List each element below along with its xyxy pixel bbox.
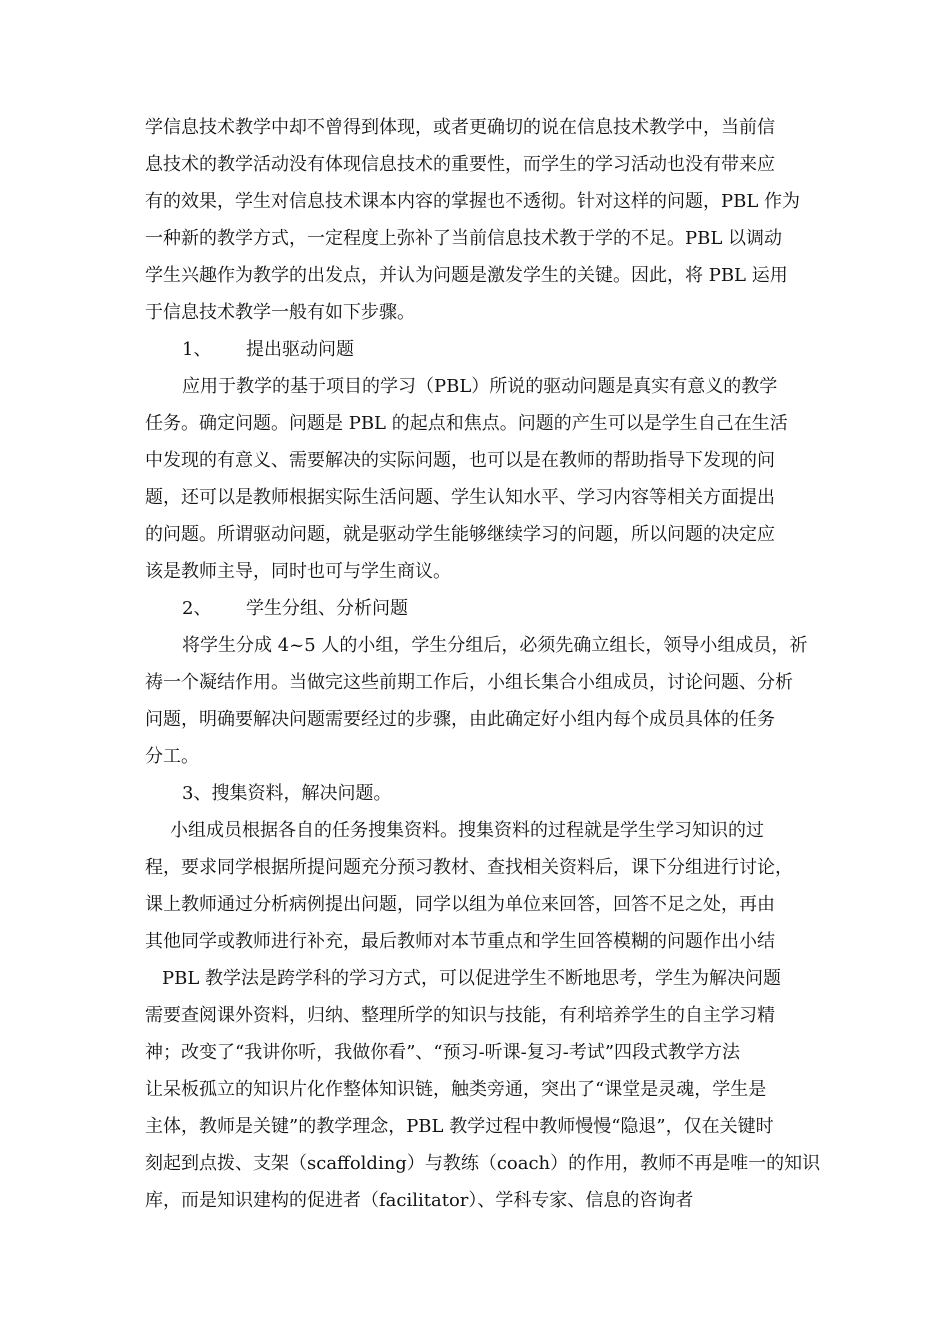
text-line: 神；改变了“我讲你听，我做你看”、“预习-听课-复习-考试”四段式教学方法 <box>145 1042 741 1063</box>
text-line: 问题，明确要解决问题需要经过的步骤，由此确定好小组内每个成员具体的任务 <box>145 709 775 730</box>
text-line: 课上教师通过分析病例提出问题，同学以组为单位来回答，回答不足之处，再由 <box>145 894 775 915</box>
text-line: 学信息技术教学中却不曾得到体现，或者更确切的说在信息技术教学中，当前信 <box>145 117 775 138</box>
text-line: 的问题。所谓驱动问题，就是驱动学生能够继续学习的问题，所以问题的决定应 <box>145 524 775 545</box>
section-heading-3: 3、搜集资料，解决问题。 <box>182 783 392 804</box>
section-heading-2 <box>182 597 852 621</box>
text-line: 祷一个凝结作用。当做完这些前期工作后，小组长集合小组成员，讨论问题、分析 <box>145 672 793 693</box>
text-line: 息技术的教学活动没有体现信息技术的重要性，而学生的学习活动也没有带来应 <box>145 154 775 175</box>
heading-text: 提出驱动问题 <box>246 339 354 360</box>
text-line: 将学生分成 4~5 人的小组，学生分组后，必须先确立组长，领导小组成员，祈 <box>182 635 808 656</box>
text-line: 库，而是知识建构的促进者（facilitator）、学科专家、信息的咨询者 <box>145 1190 694 1211</box>
text-line: 需要查阅课外资料，归纳、整理所学的知识与技能，有利培养学生的自主学习精 <box>145 1005 775 1026</box>
text-line: 中发现的有意义、需要解决的实际问题，也可以是在教师的帮助指导下发现的问 <box>145 450 775 471</box>
text-line: 该是教师主导，同时也可与学生商议。 <box>145 561 451 582</box>
heading-text: 学生分组、分析问题 <box>246 598 408 619</box>
text-line: 程，要求同学根据所提问题充分预习教材、查找相关资料后，课下分组进行讨论， <box>145 857 793 878</box>
text-line: 学生兴趣作为教学的出发点，并认为问题是激发学生的关键。因此，将 PBL 运用 <box>145 265 788 286</box>
text-line: 其他同学或教师进行补充，最后教师对本节重点和学生回答模糊的问题作出小结 <box>145 931 775 952</box>
text-line: 主体，教师是关键”的教学理念，PBL 教学过程中教师慢慢“隐退”，仅在关键时 <box>145 1116 774 1137</box>
heading-number: 1、 <box>182 339 212 360</box>
text-line: 于信息技术教学一般有如下步骤。 <box>145 302 415 323</box>
text-line: 应用于教学的基于项目的学习（PBL）所说的驱动问题是真实有意义的教学 <box>182 376 778 397</box>
text-line: 让呆板孤立的知识片化作整体知识链，触类旁通，突出了“课堂是灵魂，学生是 <box>145 1079 767 1100</box>
section-heading-1 <box>182 338 852 362</box>
text-line: 任务。确定问题。问题是 PBL 的起点和焦点。问题的产生可以是学生自己在生活 <box>145 413 788 434</box>
heading-number: 2、 <box>182 598 212 619</box>
text-line: 分工。 <box>145 746 199 767</box>
text-line: PBL 教学法是跨学科的学习方式，可以促进学生不断地思考，学生为解决问题 <box>162 968 782 989</box>
text-line: 刻起到点拨、支架（scaffolding）与教练（coach）的作用，教师不再是唯一的知识 <box>145 1153 821 1174</box>
text-line: 有的效果，学生对信息技术课本内容的掌握也不透彻。针对这样的问题，PBL 作为 <box>145 191 801 212</box>
text-line: 一种新的教学方式，一定程度上弥补了当前信息技术教于学的不足。PBL 以调动 <box>145 228 783 249</box>
text-line: 小组成员根据各自的任务搜集资料。搜集资料的过程就是学生学习知识的过 <box>170 820 764 841</box>
text-line: 题，还可以是教师根据实际生活问题、学生认知水平、学习内容等相关方面提出 <box>145 487 775 508</box>
